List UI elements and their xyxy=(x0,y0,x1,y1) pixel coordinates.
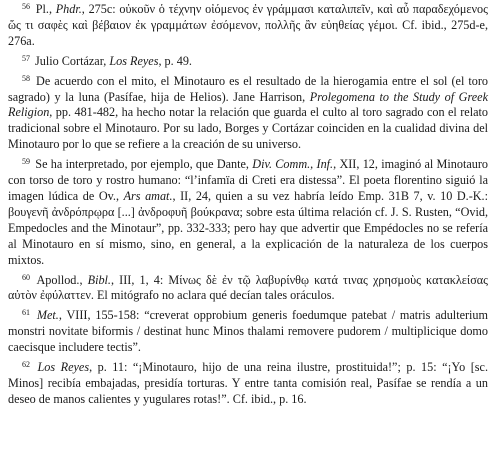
footnote-number: 59 xyxy=(22,157,30,167)
footnote-italic-text: Los Reyes xyxy=(37,360,90,375)
footnote-italic-text: Phdr. xyxy=(55,2,82,16)
footnote-text: , III, 1, 4: Μίνως δὲ ἐν τῷ λαβυρίνθῳ κατά τινας χρησμοὺς κατακλείσας αὐτὸν ἐφύλαττεν. El mitógrafo no aclara qué decían tales oráculos. xyxy=(8,272,488,303)
footnote-text: , p. 11: “¡Minotauro, hijo de una reina ilustre, prostituida!”; p. 15: “¡Yo [sc. Minos] recibía embajadas, presidía torturas. Y entre tanta comisión real, Pasífae se rendía a un deseo de manos calientes y yugulares rotas!”. Cf. ibid., p. 16. xyxy=(8,360,488,406)
footnote-italic-text: Los Reyes xyxy=(109,53,159,68)
footnote-62 xyxy=(8,360,488,408)
footnote-text: , pp. 481-482, ha hecho notar la relación que guarda el culto al toro sagrado con el relato tradicional sobre el Minotauro. Por su lado, Borges y Cortázar coinciden en la cualidad divina del Minotauro por lo que se refiere a la creación de su universo. xyxy=(8,105,488,152)
footnote-italic-text: Prolegomena to the Study of Greek Religion xyxy=(8,89,488,120)
footnote-text: , VIII, 155-158: “creverat opprobium generis foedumque patebat / matris adulterium monstri novitate biformis / destinat hunc Minos thalami removere pudorem / multiplicique domo caecisque includere tectis”. xyxy=(8,308,489,355)
footnote-number: 57 xyxy=(22,53,30,63)
footnote-italic-text: Bibl. xyxy=(87,272,111,287)
footnote-text: , p. 49. xyxy=(158,53,192,68)
footnote-text: Pl., xyxy=(32,2,56,16)
footnote-61 xyxy=(8,308,488,356)
footnote-57 xyxy=(8,54,488,70)
footnote-number: 56 xyxy=(22,2,30,11)
footnote-number: 61 xyxy=(22,308,30,318)
footnote-text: , II, 24, quien a su vez habría leído Emp. 31B 7, v. 10 D.-K.: βουγενῆ ἀνδρόπρῳρα [...] ἀνδροφυῆ βούκρανα; sobre esta última relación cf. J. S. Rusten, “Ovid, Empedocles and the Minotaur”, pp. 332-333; pero hay que advertir que Empédocles no se refería al Minotauro en sí mismo, sino, en general, a la explicación de la naturaleza de los cuerpos mixtos. xyxy=(8,188,488,267)
footnote-number: 62 xyxy=(22,360,30,370)
footnote-text: Se ha interpretado, por ejemplo, que Dante, xyxy=(32,157,253,172)
footnote-56 xyxy=(8,2,488,50)
footnote-58 xyxy=(8,74,488,154)
footnote-text: De acuerdo con el mito, el Minotauro es el resultado de la hierogamia entre el sol (el toro sagrado) y la luna (Pasífae, hija de Helios). Jane Harrison, xyxy=(8,73,488,104)
footnote-number: 58 xyxy=(22,73,30,83)
footnote-59 xyxy=(8,157,488,268)
footnote-text: , XII, 12, imaginó al Minotauro con torso de toro y rostro humano: “l’infamïa di Creti era distessa”. El poeta florentino siguió la imagen lúdica de Ov., xyxy=(8,157,489,203)
footnote-text: Julio Cortázar, xyxy=(32,53,110,68)
footnote-number: 60 xyxy=(22,272,30,282)
footnote-italic-text: Div. Comm., Inf. xyxy=(252,157,334,172)
footnote-text: , 275c: οὐκοῦν ὁ τέχνην οἰόμενος ἐν γράμμασι καταλιπεῖν, καὶ αὖ παραδεχόμενος ὥς τι σαφὲς καὶ βέβαιον ἐκ γραμμάτων ἐσόμενον, πολλῆς ἂν εὐηθείας γέμοι. Cf. ibid., 275d-e, 276a. xyxy=(8,2,488,48)
footnote-text: Apollod., xyxy=(32,272,88,287)
footnote-60 xyxy=(8,273,488,305)
footnote-italic-text: Met. xyxy=(36,308,59,323)
footnote-italic-text: Ars amat. xyxy=(123,188,173,203)
